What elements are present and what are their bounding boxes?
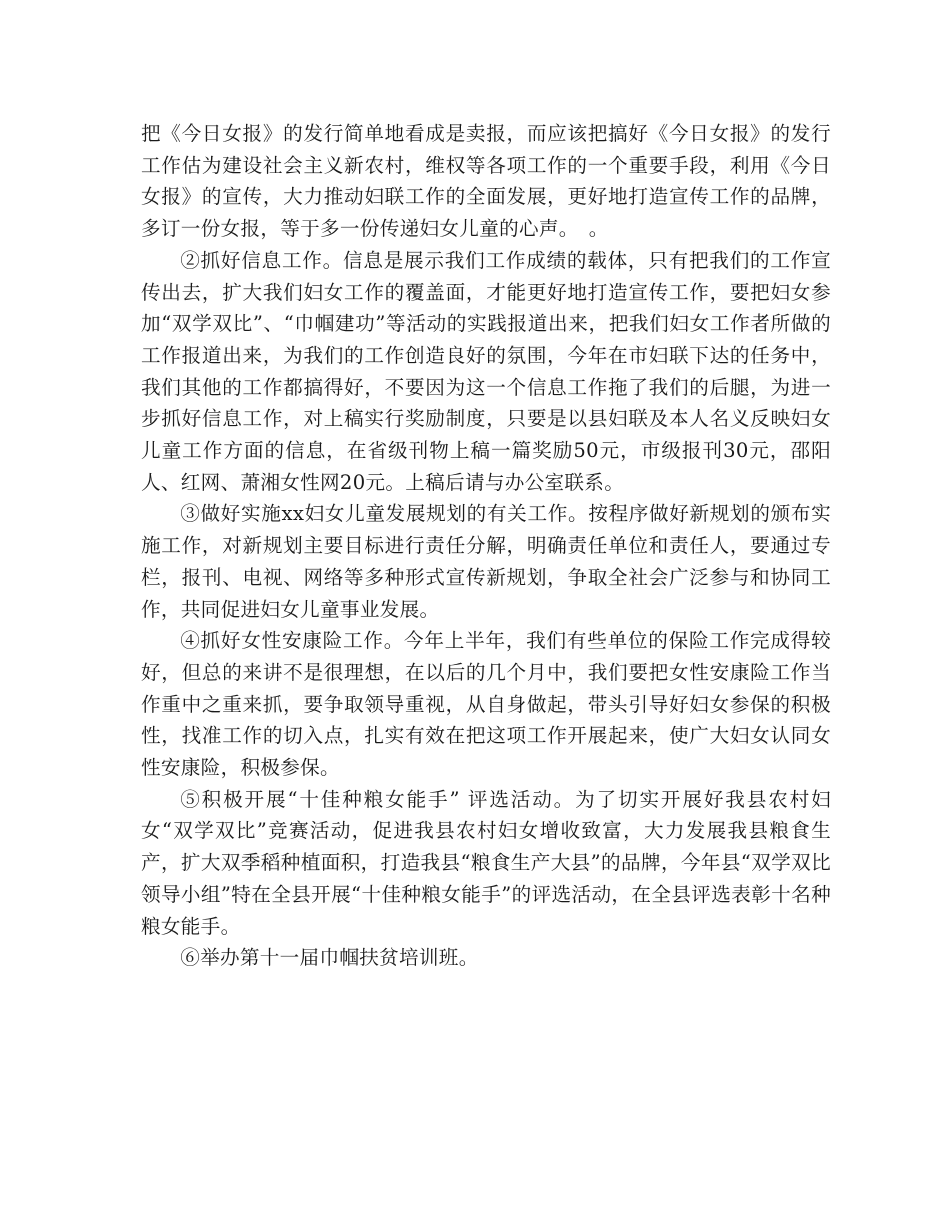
paragraph-peixunban: ⑥举办第十一届巾帼扶贫培训班。 — [180, 946, 479, 970]
paragraph-guihua: ③做好实施xx妇女儿童发展规划的有关工作。按程序做好新规划的颁布实施工作，对新规划主要目标进行责任分解，明确责任单位和责任人，要通过专栏，报刊、电视、网络等多种形式宣传新规划，争取全社会广泛参与和协同工作，共同促进妇女儿童事业发展。 — [141, 502, 831, 621]
paragraph-ankangxian: ④抓好女性安康险工作。今年上半年，我们有些单位的保险工作完成得较好，但总的来讲不是很理想，在以后的几个月中，我们要把女性安康险工作当作重中之重来抓，要争取领导重视，从自身做起，带头引导好妇女参保的积极性，找准工作的切入点，扎实有效在把这项工作开展起来，使广大妇女认同女性安康险，积极参保。 — [141, 629, 831, 780]
paragraph-zhongliang: ⑤积极开展“十佳种粮女能手” 评选活动。为了切实开展好我县农村妇女“双学双比”竞赛活动，促进我县农村妇女增收致富，大力发展我县粮食生产，扩大双季稻种植面积，打造我县“粮食生产大县”的品牌，今年县“双学双比领导小组”特在全县开展“十佳种粮女能手”的评选活动，在全县评选表彰十名种粮女能手。 — [141, 787, 831, 938]
paragraph-fanxing: 把《今日女报》的发行简单地看成是卖报，而应该把搞好《今日女报》的发行工作估为建设社会主义新农村，维权等各项工作的一个重要手段，利用《今日女报》的宣传，大力推动妇联工作的全面发展，更好地打造宣传工作的品牌，多订一份女报，等于多一份传递妇女儿童的心声。 。 — [141, 122, 831, 241]
paragraph-xinxi: ②抓好信息工作。信息是展示我们工作成绩的载体，只有把我们的工作宣传出去，扩大我们妇女工作的覆盖面，才能更好地打造宣传工作，要把妇女参加“双学双比”、“巾帼建功”等活动的实践报道出来，把我们妇女工作者所做的工作报道出来，为我们的工作创造良好的氛围，今年在市妇联下达的任务中，我们其他的工作都搞得好，不要因为这一个信息工作拖了我们的后腿，为进一步抓好信息工作，对上稿实行奖励制度，只要是以县妇联及本人名义反映妇女儿童工作方面的信息，在省级刊物上稿一篇奖励50元，市级报刊30元，邵阳人、红网、萧湘女性网20元。上稿后请与办公室联系。 — [141, 248, 831, 494]
document-body — [141, 118, 831, 974]
